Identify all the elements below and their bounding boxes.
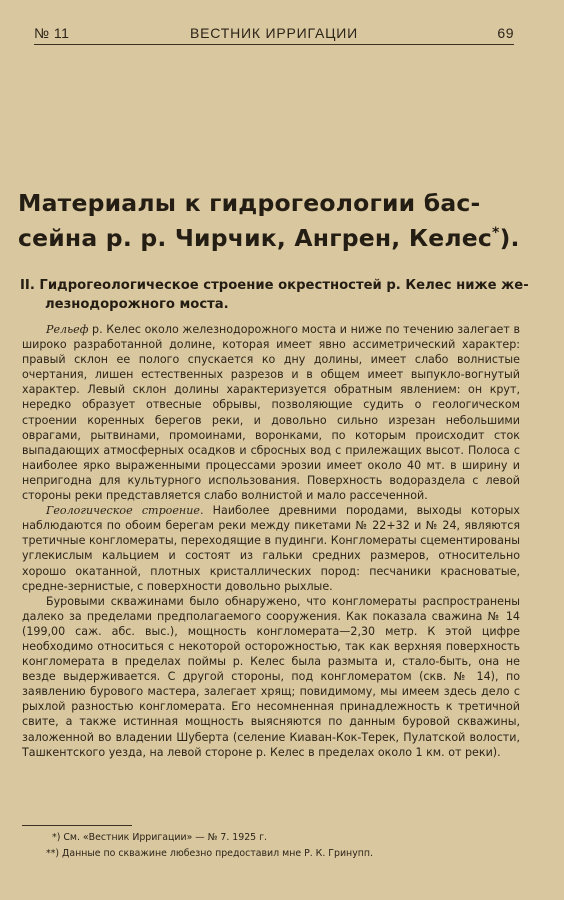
footnotes [46, 830, 522, 862]
paragraph-text: р. Келес около железнодорожного моста и ниже по течению залегает в широко разработанной долине, которая имеет явно ассиметрический характер: правый склон ее полого спускается ко дну долины, имеет слабо волнистые очертания, лишен естественных разрезов и в общем имеет выпукло-вогнутый характер. Левый склон долины характеризуется обратным явлением: он крут, нередко образует отвесные обрывы, позволяющие судить о геологическом строении коренных берегов реки, и довольно сильно изрезан небольшими оврагами, рытвинами, промоинами, воронками, по которым происходит сток выпадающих атмосферных осадков и сбросных вод с прилежащих высот. Полоса с наиболее ярко выраженными процессами эрозии имеет около 40 мт. в ширину и непригодна для культурного использования. Поверхность водораздела с левой стороны реки представляется слабо волнистой и мало рассеченной. [22, 323, 520, 503]
footnote-1: *) См. «Вестник Ирригации» — № 7. 1925 г. [52, 832, 268, 843]
paragraph-boreholes [22, 594, 520, 760]
section-heading-line-1: II. Гидрогеологическое строение окрестностей р. Келес ниже же- [20, 278, 529, 293]
section-heading-line-2: лезнодорожного моста. [45, 297, 229, 312]
article-title-line-2-text: сейна р. р. Чирчик, Ангрен, Келес [18, 223, 493, 252]
article-body [22, 322, 520, 760]
paragraph-lead: Рельеф [46, 323, 89, 336]
paragraph-lead: Геологическое строение. [46, 504, 204, 518]
footnote-2: **) Данные по скважине любезно предоставил мне Р. К. Гринупп. [46, 848, 373, 859]
issue-number: № 11 [34, 25, 70, 41]
title-end: ). [499, 223, 520, 252]
article-title [18, 188, 538, 253]
journal-title: ВЕСТНИК ИРРИГАЦИИ [190, 25, 358, 41]
paragraph-text: Буровыми скважинами было обнаружено, что конгломераты распространены далеко за пределами предполагаемого сооружения. Как показала сважина № 14 (199,00 саж. абс. выс.), мощность конгломерата—2,30 метр. К этой цифре необходимо относиться с некоторой осторожностью, так как верхняя поверхность конгломерата в пределах поймы р. Келес была размыта и, стало-быть, она не везде выдерживается. С другой стороны, под конгломератом (скв. № 14), по заявлению бурового мастера, залегает хрящ; повидимому, мы имеем здесь дело с рыхлой разностью конгломерата. Его несомненная принадлежность к третичной свите, а также истинная мощность выясняются по данным буровой скважины, заложенной во владении Шуберта (селение Киаван-Кок-Терек, Пулатской волости, Ташкентского уезда, на левой стороне р. Келес в пределах около 1 км. от реки). [22, 594, 520, 759]
footnote-mark: * [492, 225, 500, 241]
article-title-line-1: Материалы к гидрогеологии бас- [18, 189, 481, 217]
running-header [34, 24, 514, 45]
footnote-divider [22, 825, 132, 826]
article-title-line-2 [18, 218, 538, 253]
paragraph-text: Наиболее древними породами, выходы которых наблюдаются по обоим берегам реки между пикетами № 22+32 и № 24, являются третичные конгломераты, переходящие в пудинги. Конгломераты сцементированы углекислым кальцием и состоят из гальки средних размеров, относительно хорошо окатанной, плотных кристаллических пород: песчаники красноватые, средне-зернистые, с поверхности довольно рыхлые. [22, 504, 520, 593]
section-heading [20, 276, 540, 314]
paragraph-geology [22, 503, 520, 594]
paragraph-relief [22, 322, 520, 503]
page-number: 69 [497, 25, 514, 41]
